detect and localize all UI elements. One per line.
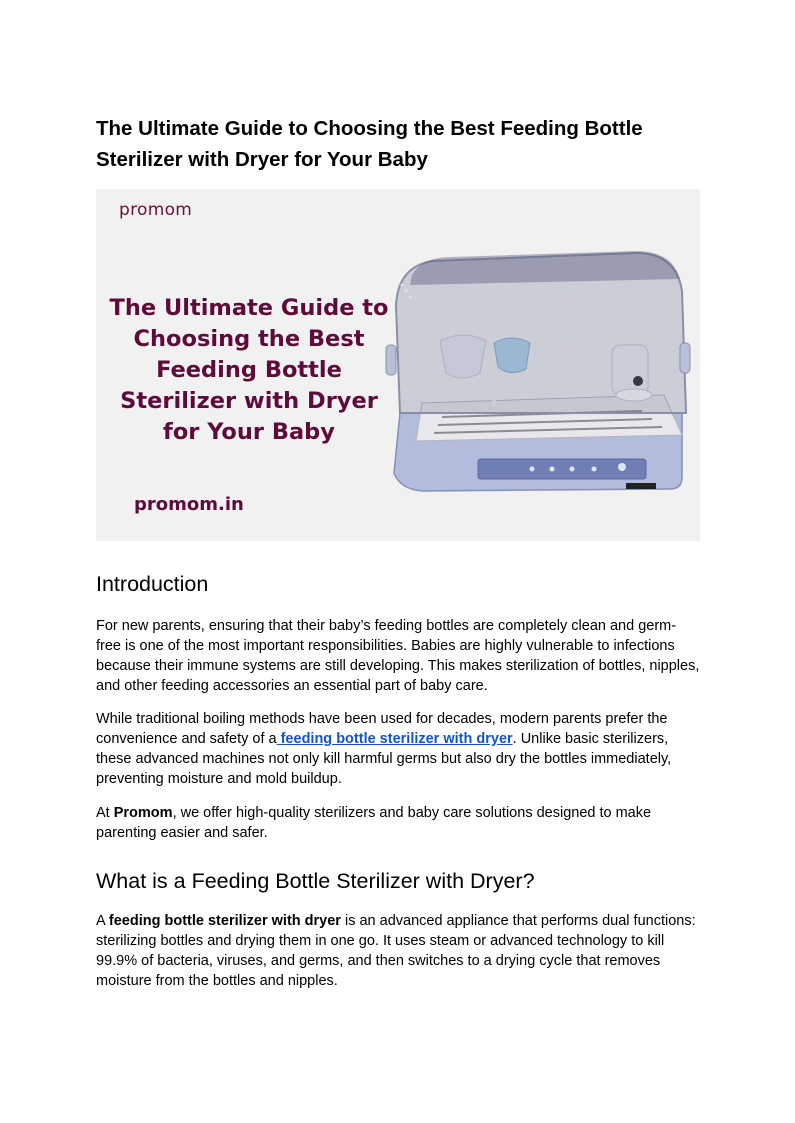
promom-brand-text: Promom <box>113 805 173 821</box>
section-heading-introduction: Introduction <box>96 572 209 596</box>
dome-hinge <box>386 345 396 375</box>
page-title: The Ultimate Guide to Choosing the Best Feeding Bottle Sterilizer with Dryer for Your Baby <box>96 117 643 171</box>
intro-paragraph-2 <box>96 709 700 789</box>
what-paragraph-1-start: A <box>96 913 109 929</box>
panel-button <box>530 467 535 472</box>
feeding-bottle-sterilizer-link[interactable]: feeding bottle sterilizer with dryer <box>276 731 513 747</box>
panel-button <box>592 467 597 472</box>
banner-url: promom.in <box>134 494 244 515</box>
power-button <box>618 463 626 471</box>
brand-logo: promom <box>119 200 193 220</box>
sterilizer-bold-term: feeding bottle sterilizer with dryer <box>108 913 341 929</box>
intro-paragraph-3-start: At <box>96 805 114 821</box>
hero-banner-image <box>96 189 700 541</box>
section-heading-what-is: What is a Feeding Bottle Sterilizer with Dryer? <box>96 869 535 893</box>
intro-paragraph-3-end: , we offer high-quality sterilizers and baby care solutions designed to make parenting easier and safer. <box>96 805 652 841</box>
intro-paragraph-2-start: While traditional boiling methods have been used for decades, modern parents prefer the convenience and safety of a <box>96 711 668 747</box>
what-paragraph-1-end: is an advanced appliance that performs dual functions: sterilizing bottles and drying them in one go. It uses steam or advanced technology to kill 99.9% of bacteria, viruses, and germs, and then switches to a drying cycle that removes moisture from the bottles and nipples. <box>96 913 696 989</box>
dome-hinge <box>680 343 690 373</box>
sterilizer-dryer-product-image <box>382 245 694 497</box>
dome-top <box>410 251 680 285</box>
intro-paragraph-3 <box>96 803 700 843</box>
panel-button <box>550 467 555 472</box>
intro-paragraph-1: For new parents, ensuring that their baby’s feeding bottles are completely clean and germ-free is one of the most important responsibilities. Babies are highly vulnerable to infections because their immune systems are still developing. This makes sterilization of bottles, nipples, and other feeding accessories an essential part of baby care. <box>96 618 700 694</box>
panel-button <box>570 467 575 472</box>
banner-heading: The Ultimate Guide to Choosing the Best Feeding Bottle Sterilizer with Dryer for Your Baby <box>109 295 389 445</box>
intro-paragraph-2-end: . Unlike basic sterilizers, these advanced machines not only kill harmful germs but also dry the bottles immediately, preventing moisture and mold buildup. <box>96 731 672 787</box>
drawer-handle <box>626 483 656 489</box>
what-paragraph-1 <box>96 911 700 991</box>
